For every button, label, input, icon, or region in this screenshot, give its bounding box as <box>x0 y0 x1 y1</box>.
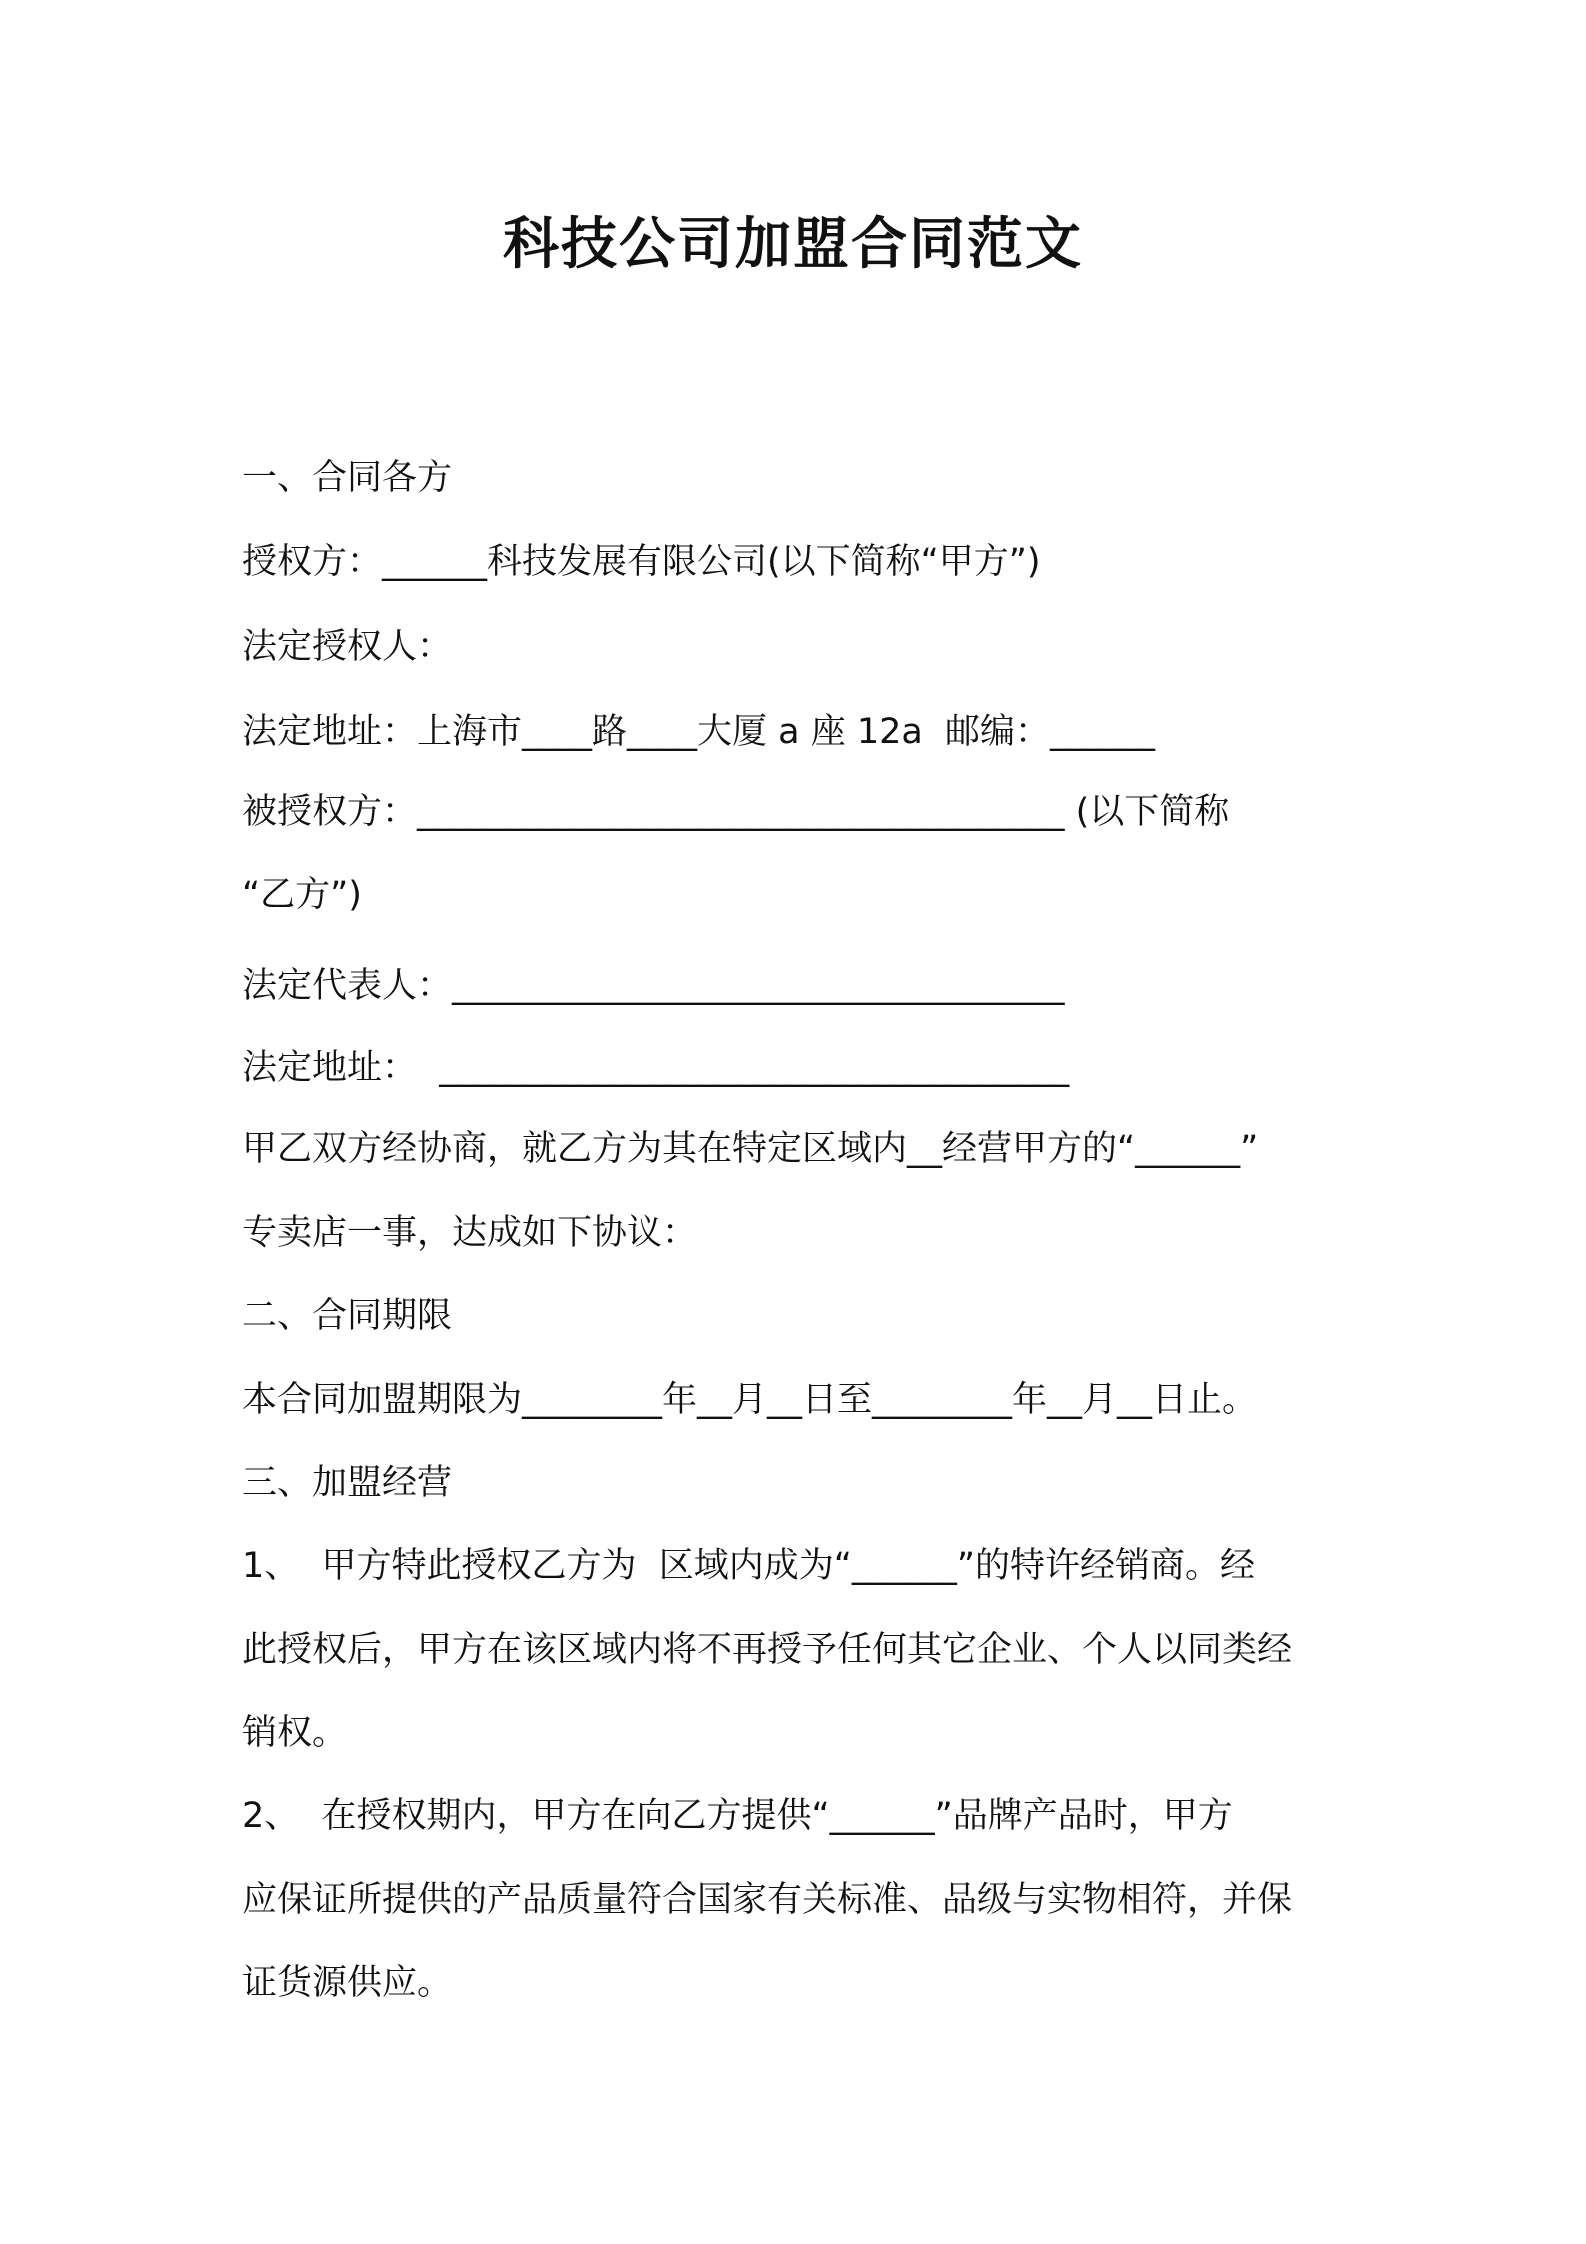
clause-1-line-3: 销权。 <box>242 1713 348 1753</box>
section-heading-term: 二、合同期限 <box>242 1296 453 1336</box>
licensor-line: 授权方：______科技发展有限公司(以下简称“甲方”) <box>242 542 1041 582</box>
agreement-intro-line-2: 专卖店一事，达成如下协议： <box>242 1213 698 1253</box>
clause-2-line-1: 2、 在授权期内，甲方在向乙方提供“______”品牌产品时，甲方 <box>242 1796 1233 1836</box>
clause-1-line-1: 1、 甲方特此授权乙方为 区域内成为“______”的特许经销商。经 <box>242 1546 1256 1586</box>
legal-authorizer-line: 法定授权人： <box>242 627 453 667</box>
licensee-alias-line: “乙方”) <box>242 875 362 915</box>
section-heading-franchise: 三、加盟经营 <box>242 1463 453 1503</box>
licensor-address-line: 法定地址：上海市____路____大厦 a 座 12a 邮编：______ <box>242 712 1156 752</box>
term-line: 本合同加盟期限为________年__月__日至________年__月__日止。 <box>242 1380 1258 1420</box>
legal-representative-line: 法定代表人：___________________________________ <box>242 966 1065 1006</box>
clause-2-line-3: 证货源供应。 <box>242 1963 453 2003</box>
clause-1-line-2: 此授权后，甲方在该区域内将不再授予任何其它企业、个人以同类经 <box>242 1630 1293 1670</box>
clause-2-line-2: 应保证所提供的产品质量符合国家有关标准、品级与实物相符，并保 <box>242 1880 1293 1920</box>
section-heading-parties: 一、合同各方 <box>242 458 453 498</box>
licensee-line: 被授权方：_____________________________________ (以下简称 <box>242 792 1230 832</box>
document-title: 科技公司加盟合同范文 <box>503 212 1083 277</box>
agreement-intro-line-1: 甲乙双方经协商，就乙方为其在特定区域内__经营甲方的“______” <box>242 1129 1259 1169</box>
licensee-address-line: 法定地址： ____________________________________ <box>242 1048 1070 1088</box>
